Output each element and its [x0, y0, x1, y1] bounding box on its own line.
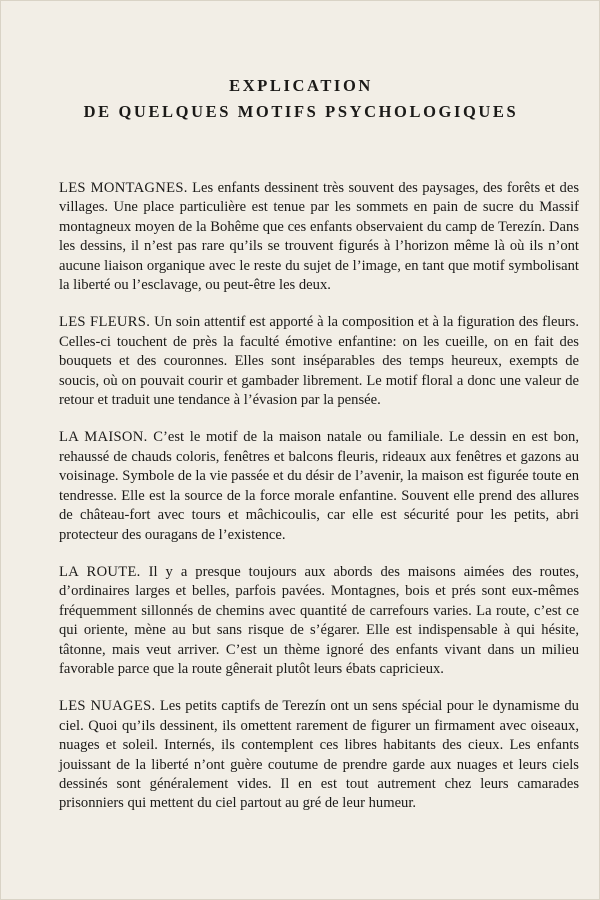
paragraph-heading: LA ROUTE.: [59, 563, 141, 580]
paragraph-heading: LES NUAGES.: [59, 698, 156, 715]
paragraph-heading: LES MONTAGNES.: [59, 180, 188, 196]
page-title: [1, 73, 600, 125]
paragraph-text: Un soin attentif est apporté à la composition et à la figuration des fleurs. Celles-ci touchent de près la faculté émotive enfantine: on les cueille, on en fait des bouquets et des couronnes. Elles sont inséparables des temps heureux, exempts de soucis, où on pouvait courir et gambader librement. Le motif floral a donc une valeur de retour et traduit une tendance à l’évasion par la pensée.: [59, 314, 579, 409]
body-text: [59, 179, 579, 832]
paragraph-text: C’est le motif de la maison natale ou familiale. Le dessin en est bon, rehaussé de chauds coloris, fenêtres et balcons fleuris, rideaux aux fenêtres et gazons au voisinage. Symbole de la vie passée et du désir de l’avenir, la maison est figurée toute en tendresse. Elle est la source de la force morale enfantine. Souvent elle prend des allures de château-fort avec tours et mâchicoulis, car elle est sécurité pour les petits, abri protecteur des ouragans de l’existence.: [59, 429, 579, 543]
paragraph-text: Les enfants dessinent très souvent des paysages, des forêts et des villages. Une place particulière est tenue par les sommets en pain de sucre du Massif montagneux moyen de la Bohême que ces enfants observaient du camp de Terezín. Dans les dessins, il n’est pas rare qu’ils se trouvent figurés à l’horizon même là où ils n’ont aucune liaison organique avec le reste du sujet de l’image, en tant que motif symbolisant la liberté ou l’esclavage, ou peut-être les deux.: [59, 180, 580, 294]
paragraph-mountains: [59, 179, 579, 295]
paragraph-house: [59, 428, 579, 544]
paragraph-road: [59, 563, 579, 679]
title-line-2: DE QUELQUES MOTIFS PSYCHOLOGIQUES: [83, 102, 519, 121]
title-line-1: EXPLICATION: [229, 76, 373, 95]
paragraph-heading: LES FLEURS.: [59, 314, 151, 331]
paragraph-clouds: [59, 697, 579, 813]
paragraph-heading: LA MAISON.: [59, 429, 148, 446]
paragraph-text: Il y a presque toujours aux abords des maisons aimées des routes, d’ordinaires larges et belles, parfois pavées. Montagnes, bois et prés sont eux-mêmes fréquemment sillonnés de chemins avec quantité de carrefours varies. La route, c’est ce qui oriente, mène au but sans risque de s’égarer. Elle est indispensable à qui hésite, tâtonne, mais veut arriver. C’est un thème ignoré des enfants vivant dans un milieu favorable parce que la route gênerait plutôt leurs ébats capricieux.: [59, 563, 579, 677]
paragraph-text: Les petits captifs de Terezín ont un sens spécial pour le dynamisme du ciel. Quoi qu’ils dessinent, ils omettent rarement de figurer un firmament avec oiseaux, nuages et soleil. Internés, ils contemplent ces libres habitants des cieux. Les enfants jouissant de la liberté n’ont guère coutume de prendre garde aux nuages et leurs ciels dessinés sont généralement vides. Il en est tout autrement chez leurs camarades prisonniers qui mettent du ciel partout au gré de leur humeur.: [59, 698, 579, 812]
paragraph-flowers: [59, 313, 579, 410]
